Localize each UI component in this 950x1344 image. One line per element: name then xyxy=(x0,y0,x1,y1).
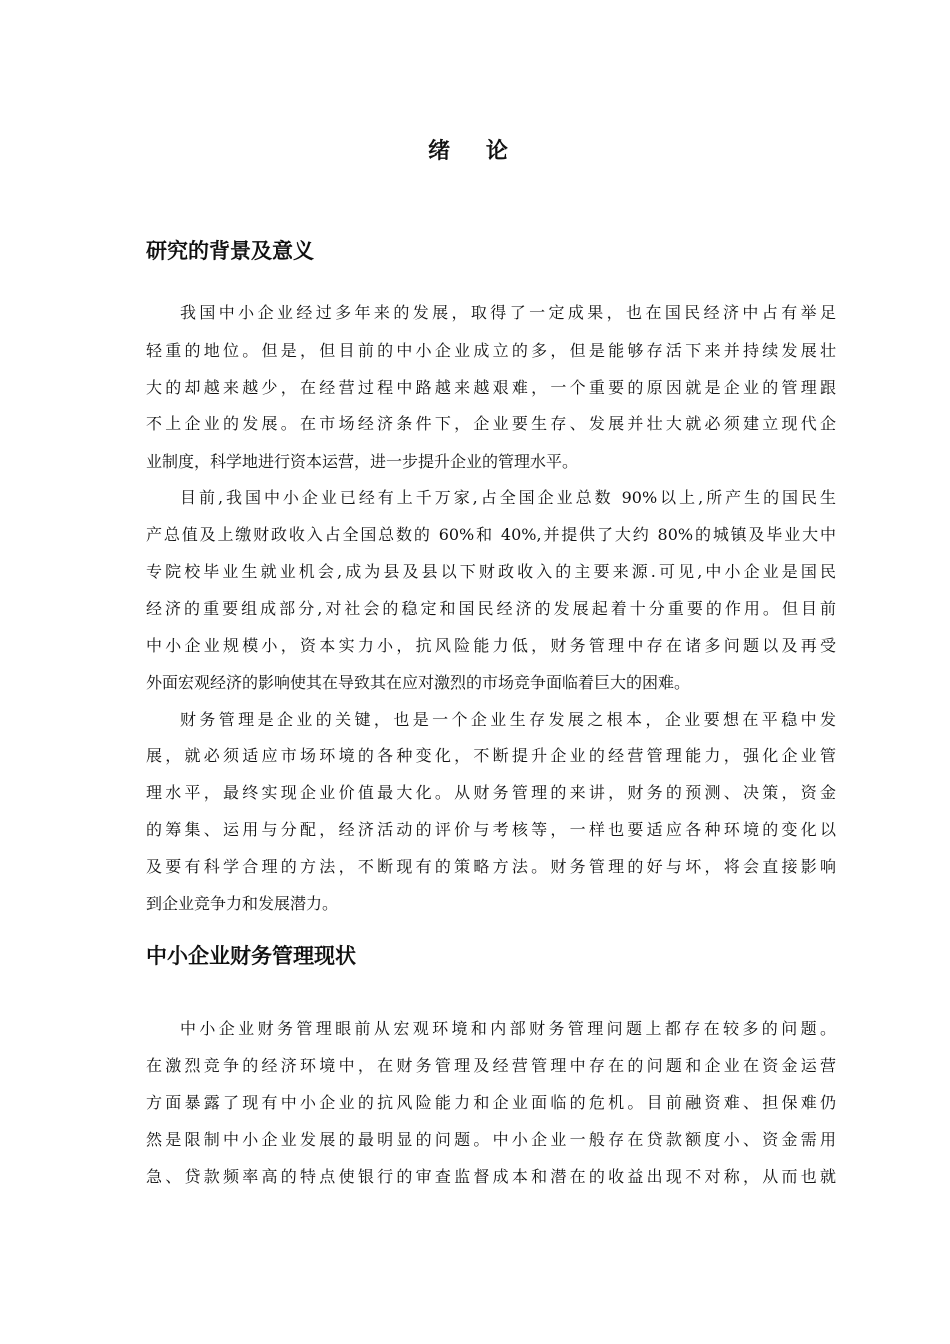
paragraph-line: 理水平，最终实现企业价值最大化。从财务管理的来讲，财务的预测、决策，资金 xyxy=(146,783,836,802)
paragraph-line: 专院校毕业生就业机会,成为县及县以下财政收入的主要来源.可见,中小企业是国民 xyxy=(146,562,836,581)
paragraph-line: 到企业竞争力和发展潜力。 xyxy=(146,894,339,913)
paragraph-line: 我国中小企业经过多年来的发展，取得了一定成果，也在国民经济中占有举足 xyxy=(180,303,836,322)
section-heading-status: 中小企业财务管理现状 xyxy=(146,944,356,968)
paragraph-line: 的筹集、运用与分配，经济活动的评价与考核等，一样也要适应各种环境的变化以 xyxy=(146,820,836,839)
paragraph-line: 不上企业的发展。在市场经济条件下，企业要生存、发展并壮大就必须建立现代企 xyxy=(146,414,836,433)
paragraph-line: 外面宏观经济的影响使其在导致其在应对激烈的市场竞争面临着巨大的困难。 xyxy=(146,673,691,692)
paragraph-line: 业制度，科学地进行资本运营，进一步提升企业的管理水平。 xyxy=(146,452,579,471)
paragraph-line: 展，就必须适应市场环境的各种变化，不断提升企业的经营管理能力，强化企业管 xyxy=(146,746,836,765)
paragraph-line: 经济的重要组成部分,对社会的稳定和国民经济的发展起着十分重要的作用。但目前 xyxy=(146,599,836,618)
paragraph-line: 中小企业财务管理眼前从宏观环境和内部财务管理问题上都存在较多的问题。 xyxy=(180,1019,836,1038)
paragraph-line: 及要有科学合理的方法，不断现有的策略方法。财务管理的好与坏，将会直接影响 xyxy=(146,857,836,876)
paragraph-line: 大的却越来越少，在经营过程中路越来越艰难，一个重要的原因就是企业的管理跟 xyxy=(146,378,836,397)
paragraph-line: 产总值及上缴财政收入占全国总数的 60%和 40%,并提供了大约 80%的城镇及毕业大中 xyxy=(146,525,836,544)
paragraph-line: 急、贷款频率高的特点使银行的审查监督成本和潜在的收益出现不对称，从而也就 xyxy=(146,1167,836,1186)
paragraph-line: 轻重的地位。但是，但目前的中小企业成立的多，但是能够存活下来并持续发展壮 xyxy=(146,341,836,360)
page-title: 绪 论 xyxy=(428,139,522,164)
paragraph-line: 目前,我国中小企业已经有上千万家,占全国企业总数 90%以上,所产生的国民生 xyxy=(180,488,836,507)
paragraph-line: 在激烈竞争的经济环境中，在财务管理及经营管理中存在的问题和企业在资金运营 xyxy=(146,1056,836,1075)
section-heading-background: 研究的背景及意义 xyxy=(146,239,314,263)
paragraph-line: 财务管理是企业的关键，也是一个企业生存发展之根本，企业要想在平稳中发 xyxy=(180,710,836,729)
paragraph-line: 然是限制中小企业发展的最明显的问题。中小企业一般存在贷款额度小、资金需用 xyxy=(146,1130,836,1149)
paragraph-line: 中小企业规模小，资本实力小，抗风险能力低，财务管理中存在诸多问题以及再受 xyxy=(146,636,836,655)
paragraph-line: 方面暴露了现有中小企业的抗风险能力和企业面临的危机。目前融资难、担保难仍 xyxy=(146,1093,836,1112)
